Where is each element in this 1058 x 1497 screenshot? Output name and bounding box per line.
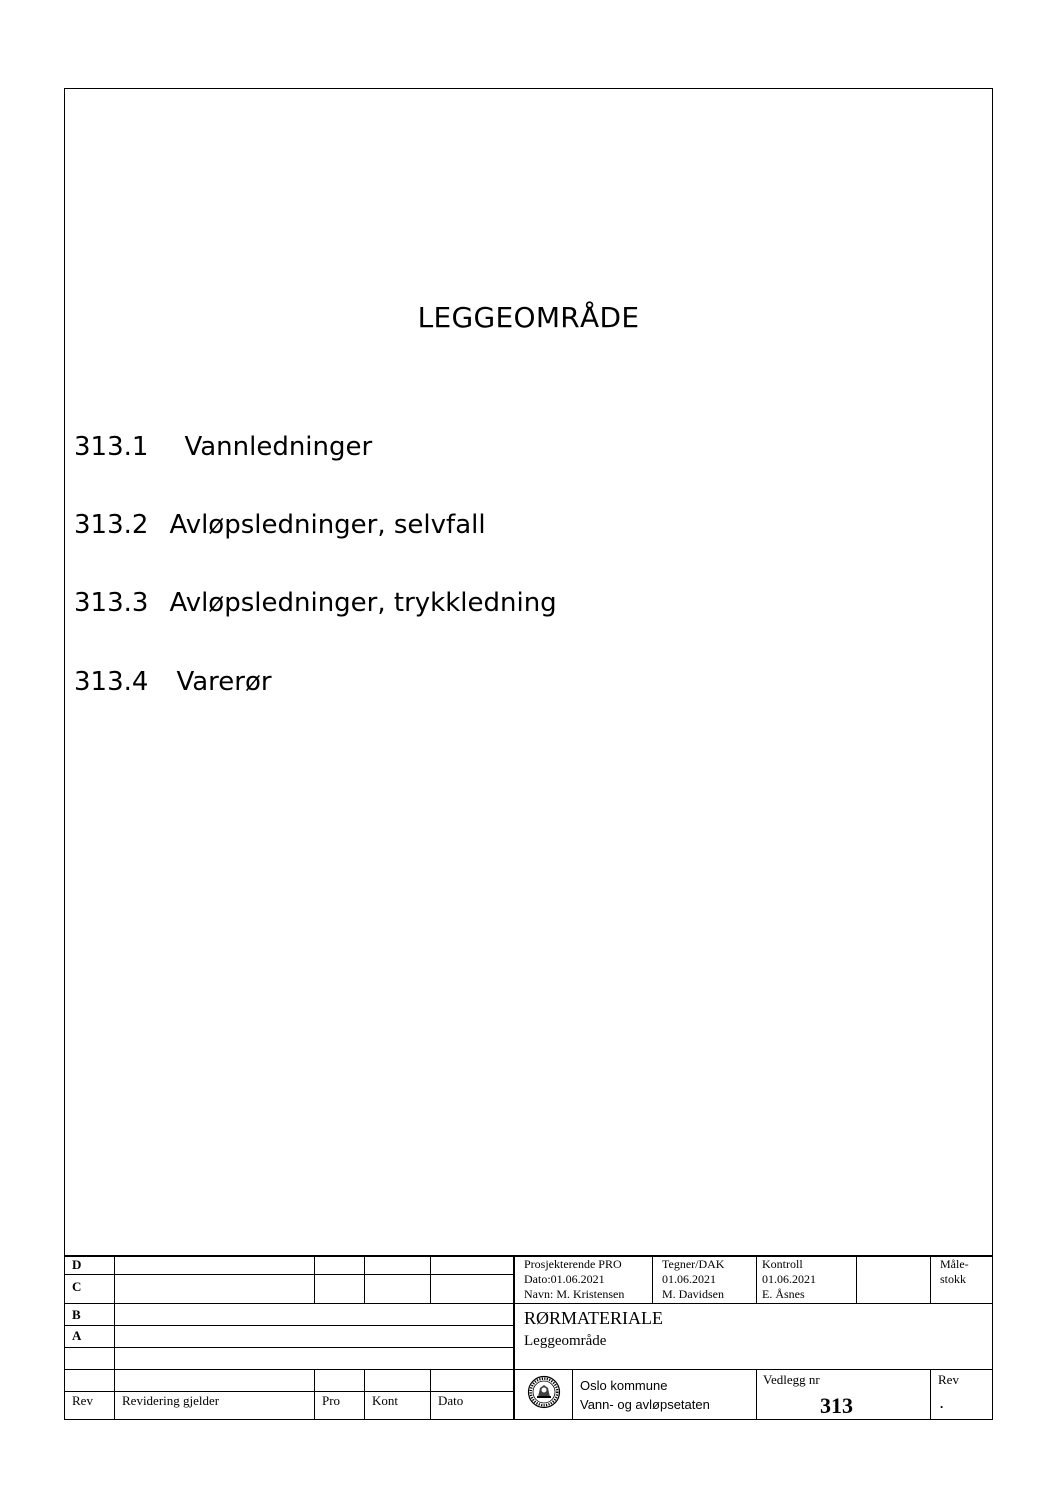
rev-header: Rev	[72, 1393, 93, 1408]
prosjekterende-name: Navn: M. Kristensen	[524, 1287, 625, 1301]
malestokk-label-1: Måle-	[940, 1257, 969, 1271]
section-item	[74, 432, 372, 462]
revision-letter: A	[72, 1328, 82, 1343]
revidering-header: Revidering gjelder	[122, 1393, 220, 1408]
drawing-sheet	[64, 88, 993, 1420]
section-number: 313.4	[74, 667, 149, 697]
rev-value: .	[940, 1396, 944, 1411]
kontroll-date: 01.06.2021	[762, 1272, 816, 1286]
vedlegg-label: Vedlegg nr	[763, 1372, 820, 1387]
vedlegg-number: 313	[820, 1393, 853, 1418]
org-name: Oslo kommune	[580, 1378, 668, 1393]
title-block	[64, 1255, 993, 1420]
oslo-seal-icon	[527, 1375, 561, 1409]
dato-header: Dato	[438, 1393, 464, 1408]
section-number: 313.3	[74, 588, 149, 618]
section-label: Avløpsledninger, trykkledning	[169, 588, 557, 618]
section-number: 313.2	[74, 510, 149, 540]
revision-letter: C	[72, 1279, 82, 1294]
rev-label: Rev	[938, 1372, 959, 1387]
malestokk-label-2: stokk	[940, 1272, 967, 1286]
tegner-date: 01.06.2021	[662, 1272, 716, 1286]
section-label: Varerør	[176, 667, 272, 697]
tegner-name: M. Davidsen	[662, 1287, 724, 1301]
section-label: Avløpsledninger, selvfall	[169, 510, 486, 540]
section-number: 313.1	[74, 432, 149, 462]
pro-header: Pro	[322, 1393, 341, 1408]
kontroll-name: E. Åsnes	[762, 1287, 805, 1301]
revision-letter: D	[72, 1257, 82, 1272]
section-label: Vannledninger	[184, 432, 373, 462]
kontroll-label: Kontroll	[762, 1257, 803, 1271]
tegner-label: Tegner/DAK	[662, 1257, 725, 1271]
drawing-main-title: RØRMATERIALE	[524, 1308, 663, 1328]
section-item	[74, 667, 272, 697]
prosjekterende-label: Prosjekterende PRO	[524, 1257, 622, 1271]
org-department: Vann- og avløpsetaten	[580, 1397, 710, 1412]
drawing-sub-title: Leggeområde	[524, 1333, 607, 1349]
prosjekterende-date: Dato:01.06.2021	[524, 1272, 605, 1286]
kont-header: Kont	[372, 1393, 398, 1408]
revision-letter: B	[72, 1307, 81, 1322]
section-item	[74, 510, 486, 540]
section-item	[74, 588, 557, 618]
page-title: LEGGEOMRÅDE	[417, 301, 640, 334]
